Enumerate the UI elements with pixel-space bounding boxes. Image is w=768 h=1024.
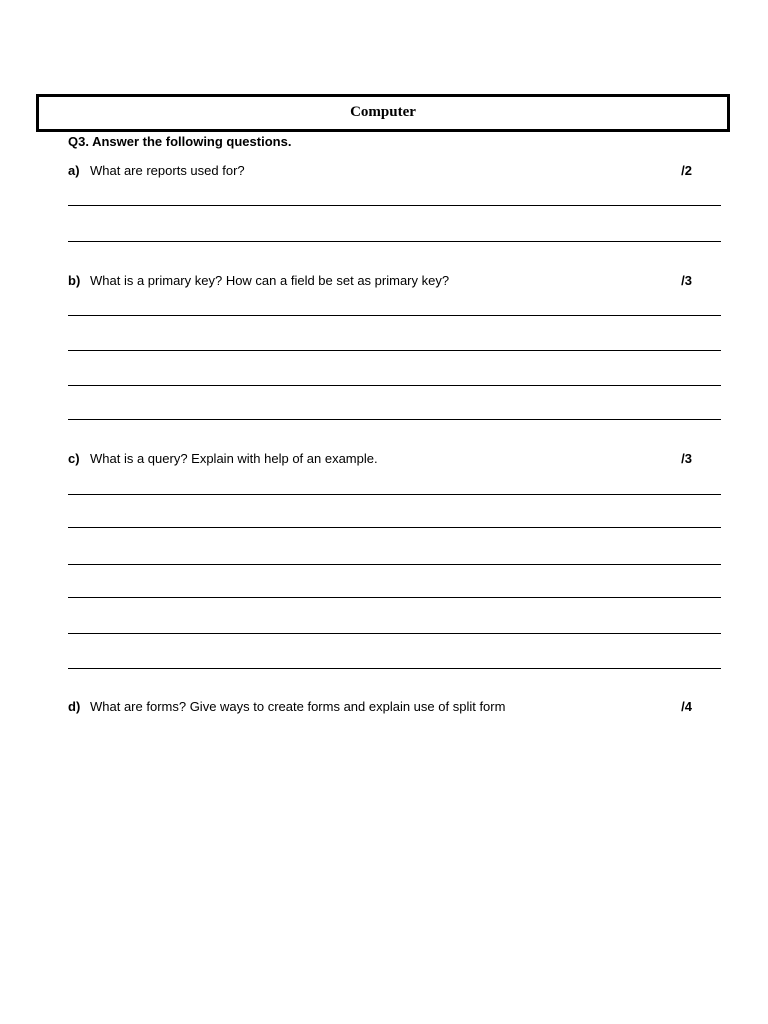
question-b xyxy=(68,272,692,290)
answer-line xyxy=(68,494,721,495)
answer-line xyxy=(68,315,721,316)
question-letter: b) xyxy=(68,273,81,288)
question-a xyxy=(68,162,692,180)
question-letter: a) xyxy=(68,163,80,178)
question-marks: /3 xyxy=(681,451,692,466)
answer-line xyxy=(68,564,721,565)
question-letter: d) xyxy=(68,699,81,714)
answer-line xyxy=(68,419,721,420)
question-text: What are reports used for? xyxy=(90,163,245,178)
question-text: What is a query? Explain with help of an example. xyxy=(90,451,378,466)
question-text: What are forms? Give ways to create forms and explain use of split form xyxy=(90,699,506,714)
question-text: What is a primary key? How can a field be set as primary key? xyxy=(90,273,450,288)
question-c xyxy=(68,450,692,468)
answer-line xyxy=(68,350,721,351)
question-marks: /3 xyxy=(681,273,692,288)
answer-line xyxy=(68,633,721,634)
question-marks: /4 xyxy=(681,699,692,714)
question-marks: /2 xyxy=(681,163,692,178)
answer-line xyxy=(68,385,721,386)
answer-line xyxy=(68,527,721,528)
page-title: Computer xyxy=(350,104,416,120)
title-box xyxy=(36,94,730,132)
question-d xyxy=(68,698,692,716)
answer-line xyxy=(68,205,721,206)
answer-line xyxy=(68,597,721,598)
answer-line xyxy=(68,241,721,242)
section-heading: Q3. Answer the following questions. xyxy=(68,134,292,149)
question-letter: c) xyxy=(68,451,80,466)
answer-line xyxy=(68,668,721,669)
